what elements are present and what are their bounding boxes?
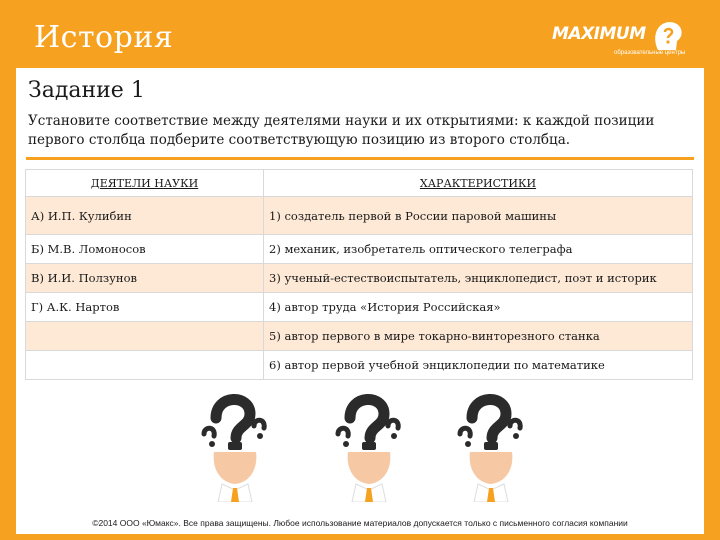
matching-table: [25, 169, 693, 380]
table-cell: 1) создатель первой в России паровой машины: [264, 197, 693, 235]
table-cell: 6) автор первой учебной энциклопедии по математике: [264, 351, 693, 380]
column-header-characteristics: ХАРАКТЕРИСТИКИ: [264, 170, 693, 197]
table-row: [26, 293, 693, 322]
table-header-row: [26, 170, 693, 197]
table-cell: 5) автор первого в мире токарно-винторезного станка: [264, 322, 693, 351]
question-head-icon: [200, 384, 270, 502]
column-header-scientists: ДЕЯТЕЛИ НАУКИ: [26, 170, 264, 197]
logo-head-icon: [652, 20, 684, 54]
table-cell: 3) ученый-естествоиспытатель, энциклопедист, поэт и историк: [264, 264, 693, 293]
brand-logo: [552, 20, 687, 62]
slide-header: [0, 0, 720, 68]
table-cell: 4) автор труда «История Российская»: [264, 293, 693, 322]
table-cell: Г) А.К. Нартов: [26, 293, 264, 322]
table-row: [26, 197, 693, 235]
logo-tagline: образовательные центры: [614, 50, 686, 56]
task-instructions: Установите соответствие между деятелями науки и их открытиями: к каждой позиции первого столбца подберите соответствующую позицию из второго столбца.: [28, 113, 655, 148]
table-cell: В) И.И. Ползунов: [26, 264, 264, 293]
copyright-notice: ©2014 ООО «Юмакс». Все права защищены. Любое использование материалов допускается только с письменного согласия компании: [92, 518, 628, 528]
question-head-icon: [334, 384, 404, 502]
table-cell: А) И.П. Кулибин: [26, 197, 264, 235]
table-cell: 2) механик, изобретатель оптического телеграфа: [264, 235, 693, 264]
table-cell: [26, 351, 264, 380]
table-row: [26, 322, 693, 351]
divider: [26, 157, 694, 160]
table-row: [26, 235, 693, 264]
table-row: [26, 351, 693, 380]
question-figures: [16, 384, 704, 504]
question-head-icon: [456, 384, 526, 502]
table-row: [26, 264, 693, 293]
page-title: История: [34, 20, 174, 55]
task-title: Задание 1: [28, 78, 145, 103]
content-panel: [16, 68, 704, 534]
table-cell: [26, 322, 264, 351]
logo-text: MAXIMUM: [552, 24, 646, 44]
table-cell: Б) М.В. Ломоносов: [26, 235, 264, 264]
